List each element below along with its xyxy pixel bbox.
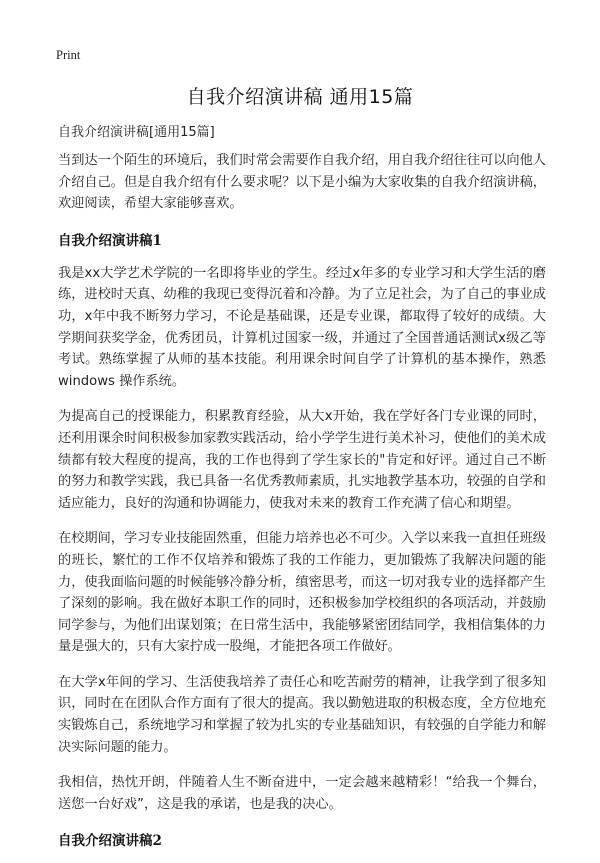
- document-subtitle: 自我介绍演讲稿[通用15篇]: [58, 125, 215, 140]
- section-1-paragraph-3: 在校期间，学习专业技能固然重，但能力培养也必不可少。入学以来我一直担任班级的班长，繁忙的工作不仅培养和锻炼了我的工作能力，更加锻炼了我解决问题的能力，使我面临问题的时候能够冷静分析，缜密思考，而这一切对我专业的选择都产生了深刻的影响。我在做好本职工作的同时，还积极参加学校组织的各项活动，并鼓励同学参与，为他们出谋划策；在日常生活中，我能够紧密团结同学，我相信集体的力量是强大的，只有大家拧成一股绳，才能把各项工作做好。: [58, 531, 546, 655]
- print-link[interactable]: Print: [56, 48, 81, 62]
- intro-paragraph: 当到达一个陌生的环境后，我们时常会需要作自我介绍，用自我介绍往往可以向他人介绍自己。但是自我介绍有什么要求呢？以下是小编为大家收集的自我介绍演讲稿，欢迎阅读，希望大家能够喜欢。: [58, 153, 546, 212]
- section-1-paragraph-1: 我是xx大学艺术学院的一名即将毕业的学生。经过x年多的专业学习和大学生活的磨练，进校时天真、幼稚的我现已变得沉着和冷静。为了立足社会，为了自己的事业成功，x年中我不断努力学习，不论是基础课，还是专业课，都取得了较好的成绩。大学期间获奖学金，优秀团员，计算机过国家一级，并通过了全国普通话测试x级乙等考试。熟练掌握了从师的基本技能。利用课余时间自学了计算机的基本操作，熟悉windows 操作系统。: [58, 265, 546, 389]
- section-1-paragraph-4: 在大学x年间的学习、生活使我培养了责任心和吃苦耐劳的精神，让我学到了很多知识，同时在在团队合作方面有了很大的提高。我以勤勉进取的积极态度，全方位地充实锻炼自己，系统地学习和掌握了较为扎实的专业基础知识，有较强的自学能力和解决实际问题的能力。: [58, 674, 546, 755]
- section-1-paragraph-2: 为提高自己的授课能力，积累教育经验，从大x开始，我在学好各门专业课的同时，还利用课余时间积极参加家教实践活动，给小学学生进行美术补习，使他们的美术成绩都有较大程度的提高，我的工作也得到了学生家长的"肯定和好评。通过自己不断的努力和教学实践，我已具备一名优秀教师素质，扎实地教学基本功，较强的自学和适应能力，良好的沟通和协调能力，使我对未来的教育工作充满了信心和期望。: [58, 409, 546, 511]
- section-heading-2: 自我介绍演讲稿2: [58, 833, 162, 850]
- page-title: 自我介绍演讲稿 通用15篇: [186, 86, 414, 108]
- article-body: [58, 150, 546, 863]
- section-heading-1: 自我介绍演讲稿1: [58, 232, 162, 249]
- section-1-paragraph-5: 我相信，热忱开朗，伴随着人生不断奋进中，一定会越来越精彩！“给我一个舞台，送您一台好戏”，这是我的承诺，也是我的决心。: [58, 775, 546, 812]
